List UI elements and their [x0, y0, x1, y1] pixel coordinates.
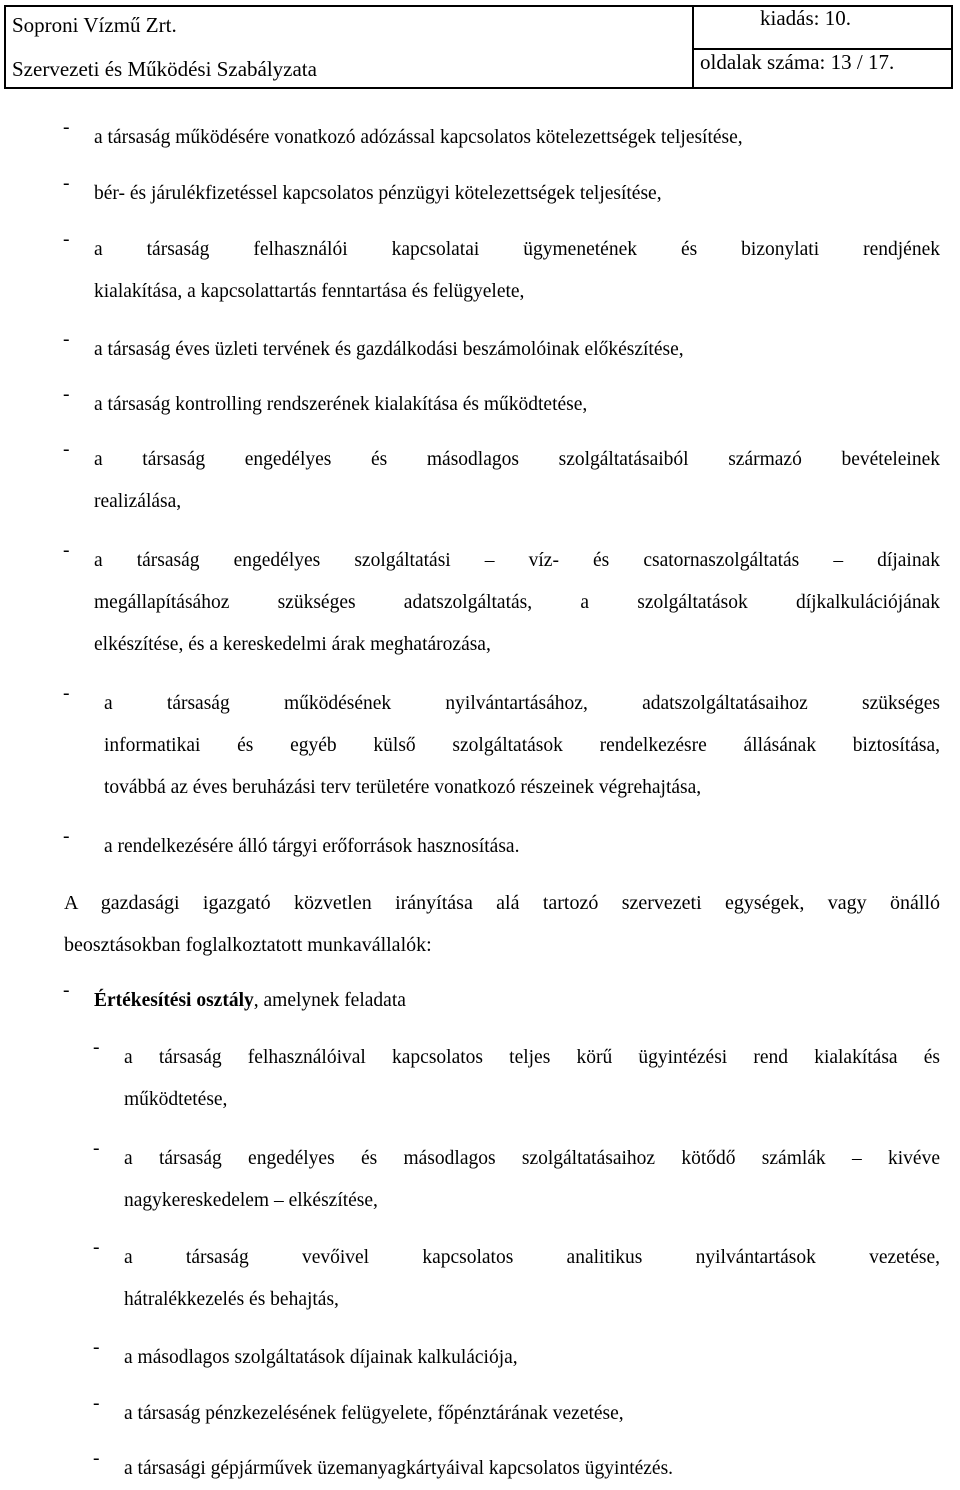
- list-dash: -: [93, 1337, 100, 1358]
- list-item: [63, 173, 940, 215]
- list-dash: -: [93, 1138, 100, 1159]
- company-name: Soproni Vízmű Zrt.: [12, 13, 177, 37]
- list-item-line: a társaság működésének nyilvántartásához, adatszolgáltatásaihoz szükséges: [104, 693, 940, 714]
- list-dash: -: [63, 980, 70, 1001]
- list-item-line: továbbá az éves beruházási terv területére vonatkozó részeinek végrehajtása,: [104, 777, 702, 798]
- list-item: [63, 826, 940, 868]
- list-dash: -: [93, 1237, 100, 1258]
- list-item: [63, 229, 940, 313]
- paragraph-line: A gazdasági igazgató közvetlen irányítása alá tartozó szervezeti egységek, vagy önálló: [64, 892, 940, 914]
- list-item: [63, 439, 940, 523]
- list-item-line: nagykereskedelem – elkészítése,: [124, 1190, 378, 1211]
- list-item-line: bér- és járulékfizetéssel kapcsolatos pénzügyi kötelezettségek teljesítése,: [94, 183, 662, 204]
- list-item-line: a rendelkezésére álló tárgyi erőforrások hasznosítása.: [104, 836, 520, 857]
- list-item-line: a társaság engedélyes és másodlagos szolgáltatásaiból származó bevételeinek: [94, 449, 940, 470]
- list-item: [93, 1138, 940, 1222]
- list-dash: -: [63, 540, 70, 561]
- list-item-line: a társasági gépjárművek üzemanyagkártyáival kapcsolatos ügyintézés.: [124, 1458, 674, 1479]
- list-dash: -: [63, 683, 70, 704]
- section-suffix: , amelynek feladata: [253, 990, 406, 1011]
- list-dash: -: [63, 229, 70, 250]
- list-item-line: a társaság kontrolling rendszerének kialakítása és működtetése,: [94, 394, 588, 415]
- intro-paragraph: [64, 882, 940, 966]
- header-left-cell: [6, 7, 694, 87]
- list-item-line: a társaság működésére vonatkozó adózással kapcsolatos kötelezettségek teljesítése,: [94, 127, 743, 148]
- list-dash: -: [93, 1393, 100, 1414]
- list-item-line: működtetése,: [124, 1089, 228, 1110]
- list-item-line: hátralékkezelés és behajtás,: [124, 1289, 339, 1310]
- list-dash: -: [63, 384, 70, 405]
- paragraph-line: beosztásokban foglalkoztatott munkavállalók:: [64, 934, 432, 956]
- list-item: [93, 1037, 940, 1121]
- list-item-line: megállapításához szükséges adatszolgáltatás, a szolgáltatások díjkalkulációjának: [94, 592, 940, 613]
- document-title: Szervezeti és Működési Szabályzata: [12, 57, 317, 81]
- list-dash: -: [93, 1037, 100, 1058]
- list-dash: -: [63, 173, 70, 194]
- list-item-line: a társaság éves üzleti tervének és gazdálkodási beszámolóinak előkészítése,: [94, 339, 684, 360]
- list-dash: -: [63, 329, 70, 350]
- list-item-line: a társaság engedélyes és másodlagos szolgáltatásaihoz kötődő számlák – kivéve: [124, 1148, 940, 1169]
- list-item-line: a társaság pénzkezelésének felügyelete, főpénztárának vezetése,: [124, 1403, 624, 1424]
- list-dash: -: [63, 117, 70, 138]
- list-item-line: a társaság felhasználói kapcsolatai ügymenetének és bizonylati rendjének: [94, 239, 940, 260]
- edition-label: kiadás: 10.: [760, 6, 851, 30]
- list-item-line: elkészítése, és a kereskedelmi árak meghatározása,: [94, 634, 491, 655]
- list-item-line: kialakítása, a kapcsolattartás fenntartása és felügyelete,: [94, 281, 525, 302]
- list-item: [93, 1237, 940, 1321]
- section-heading: [63, 980, 940, 1022]
- list-item: [63, 683, 940, 809]
- list-item-line: informatikai és egyéb külső szolgáltatások rendelkezésre állásának biztosítása,: [104, 735, 940, 756]
- list-item-line: a társaság felhasználóival kapcsolatos teljes körű ügyintézési rend kialakítása és: [124, 1047, 940, 1068]
- list-dash: -: [93, 1448, 100, 1469]
- list-item: [63, 117, 940, 159]
- list-item: [63, 329, 940, 371]
- list-item: [93, 1393, 940, 1435]
- section-title: Értékesítési osztály: [94, 990, 254, 1011]
- list-item-line: realizálása,: [94, 491, 182, 512]
- list-item-line: a másodlagos szolgáltatások díjainak kalkulációja,: [124, 1347, 518, 1368]
- list-item: [93, 1337, 940, 1379]
- list-item-line: a társaság engedélyes szolgáltatási – víz- és csatornaszolgáltatás – díjainak: [94, 550, 940, 571]
- list-item-line: a társaság vevőivel kapcsolatos analitikus nyilvántartások vezetése,: [124, 1247, 940, 1268]
- list-dash: -: [63, 439, 70, 460]
- page-count: oldalak száma: 13 / 17.: [700, 50, 895, 74]
- list-item: [63, 540, 940, 666]
- list-item: [63, 384, 940, 426]
- list-dash: -: [63, 826, 70, 847]
